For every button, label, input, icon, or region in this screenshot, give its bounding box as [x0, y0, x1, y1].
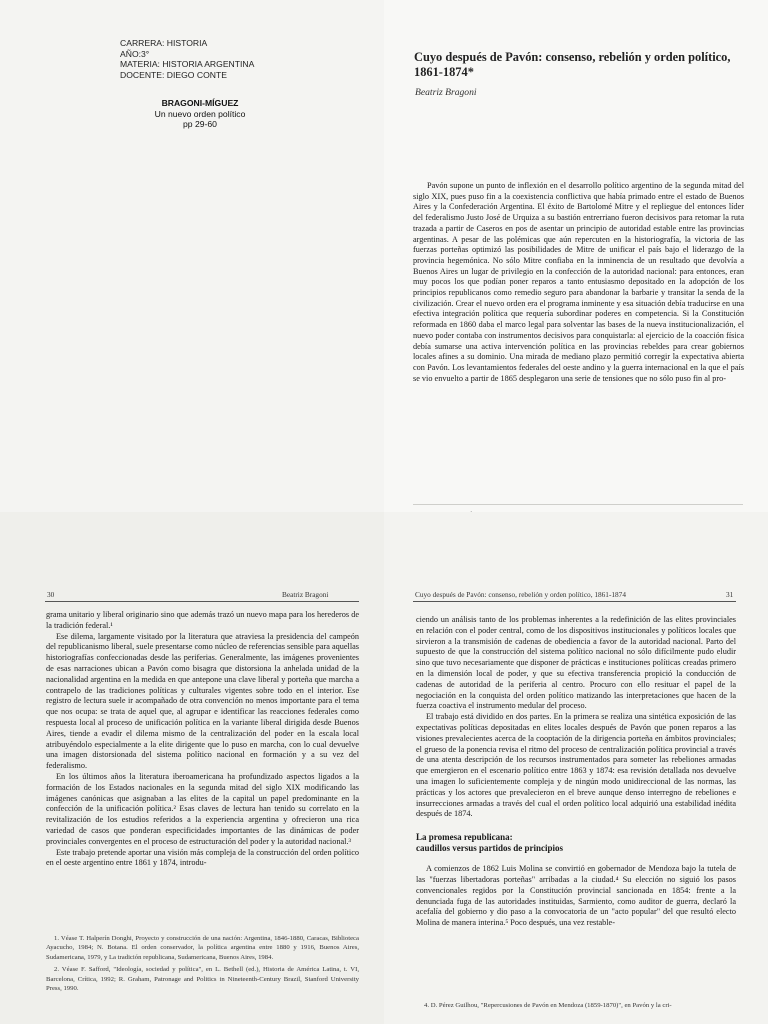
page30-paragraph: En los últimos años la literatura iberoamericana ha profundizado aspectos ligados a la formación de los Estados nacionales en la segunda mitad del siglo XIX modificando las imágenes canónicas que asignaban a las elites de la capital un papel predominante en la confección de la unificación política.² Esas claves de lectura han tenido su correlato en la revitalización de los estudios referidos a la experiencia argentina y ofrecieron una rica variedad de casos que ponderan especificidades importantes de las dinámicas de poder provinciales convergentes en el proceso de estructuración del poder y la autoridad nacional.³	[46, 771, 359, 846]
stamp-subject: MATERIA: HISTORIA ARGENTINA	[120, 59, 255, 69]
footnote-4: 4. D. Pérez Guilhou, "Repercusiones de Pavón en Mendoza (1859-1870)", en Pavón y la cri-	[424, 1002, 672, 1009]
scan-page-cover	[0, 0, 384, 512]
article-author: Beatriz Bragoni	[415, 87, 477, 98]
stamp-year: AÑO:3°	[120, 48, 150, 59]
page31-paragraph: El trabajo está dividido en dos partes. En la primera se realiza una sintética exposición de las expectativas políticas depositadas en elites locales después de Pavón que ponen reparos a las visiones prevalecientes acerca de la cooptación de la dirigencia porteña en ámbitos provinciales; el grueso de la ponencia revisa el ritmo del proceso de centralización política provincial a través de una atenta descripción de los recursos instrumentados para someter las rebeliones armadas que emergieron en el escenario político entre 1863 y 1874: esa revisión detallada nos devuelve una imagen lo suficientemente compleja y de ningún modo unidireccional de las normas, las prácticas y los actores que prevalecieron en el breve aunque denso interregno de rebeliones e insurrecciones armadas a través del cual el orden político local adquirió una estabilidad inédita después de 1874.	[416, 712, 736, 819]
page30-paragraph: Este trabajo pretende aportar una visión más compleja de la construcción del orden político en el oeste argentino entre 1861 y 1874, introdu-	[46, 847, 359, 868]
footnote-2: 2. Véase F. Safford, "Ideología, sociedad y política", en L. Bethell (ed.), Historia de América Latina, t. VI, Barcelona, Crítica, 1992; R. Graham, Patronage and Politics in Nineteenth-Century Brazil, Stanford University Press, 1990.	[46, 966, 359, 993]
page31-section-paragraph: A comienzos de 1862 Luis Molina se convirtió en gobernador de Mendoza bajo la tutela de las "fuerzas libertadoras porteñas" arribadas a la ciudad.⁴ Su elección no siguió los pasos convencionales regidos por la Constitución provincial sancionada en 1854: frente a la denunciada fuga de las autoridades instituidas, Sarmiento, como auditor de guerra, declaró la acefalía del gobierno y dio paso a la convocatoria de un "acto popular" del que resultó electo Molina de manera interina.⁵ Poco después, una vez restable-	[416, 864, 736, 928]
footnote-1: 1. Véase T. Halperín Donghi, Proyecto y construcción de una nación: Argentina, 1846-1880, Caracas, Biblioteca Ayacucho, 1984; N. Botana. El orden conservador, la política argentina entre 1880 y 1916, Buenos Aires, Sudamericana, 1979, y La tradición republicana, Sudamericana, Buenos Aires, 1984.	[46, 935, 359, 961]
page-number-31: 31	[726, 590, 734, 599]
scan-page-31	[384, 512, 768, 1024]
section-heading-line-2: caudillos versus partidos de principios	[416, 843, 564, 854]
running-head-author: Beatriz Bragoni	[282, 590, 329, 599]
stamp-teacher: DOCENTE: DIEGO CONTE	[120, 69, 227, 80]
running-head-title: Cuyo después de Pavón: consenso, rebelión y orden político, 1861-1874	[415, 590, 626, 599]
citation-pages: pp 29-60	[183, 119, 217, 129]
section-heading	[416, 832, 736, 854]
scan-page-29	[384, 0, 768, 512]
page30-paragraph: Ese dilema, largamente visitado por la literatura que atraviesa la presidencia del campeón del republicanismo liberal, suele presentarse como núcleo de referencias sensible para aquellas historiografías confeccionadas desde las periferias. Generalmente, las imágenes provenientes de esas narraciones ubican a Pavón como bisagra que distorsiona la anhelada unidad de la nacionalidad argentina en la medida en que antepone una clave liberal y porteña que marcha a contrapelo de las tradiciones políticas y culturales vigentes sobre todo en el interior. Ese registro de lectura suele ir acompañado de otra convención no menos importante para el tema que nos ocupa: se trata de aquel que, al agrupar e identificar las reacciones federales como respuesta local al proceso de unificación política en la variante liberal dirigida desde Buenos Aires, tiende a evadir el dilema mismo de la centralización del poder en la escala local atribuyéndolo especialmente a la elite dirigente que lo puso en marcha, con lo cual devuelve una imagen distorsionada del sistema político nacional en formación y a su vez del federalismo.	[46, 631, 359, 771]
page31-footnotes	[416, 1001, 736, 1013]
article-title: Cuyo después de Pavón: consenso, rebelión y orden político, 1861-1874*	[414, 50, 731, 79]
running-head-rule	[45, 601, 359, 602]
page31-paragraph: ciendo un análisis tanto de los problemas inherentes a la redefinición de las elites provinciales en relación con el poder central, como de los dispositivos institucionales y políticos locales que sirvieron a la transmisión de cadenas de obediencia a favor de la autoridad nacional. Parto del supuesto de que la construcción del sistema político nacional no sólo difícilmente pudo eludir sino que tuvo necesariamente que disponer de prácticas e instituciones políticas creadas primero en la dimensión local de poder, y que su efectiva transferencia propició la conducción de cadenas de autoridad de la periferia al centro. Procuro con ello resituar el papel de la negociación en la conquista del orden político matizando las interpretaciones que hacen de la fuerza coactiva el instrumento medular del proceso.	[416, 615, 736, 711]
bibliographic-citation	[125, 98, 275, 130]
footnote-divider	[413, 504, 743, 505]
citation-book: Un nuevo orden político	[154, 108, 246, 119]
article-opening-paragraph: Pavón supone un punto de inflexión en el desarrollo político argentino de la segunda mitad del siglo XIX, pues puso fin a la coexistencia conflictiva que había primado entre el estado de Buenos Aires y la Confederación Argentina. El éxito de Bartolomé Mitre y el repliegue del entonces líder del federalismo Justo José de Urquiza a su bastión entrerriano fueron decisivos para retomar la ruta trazada a partir de Caseros en pos de asentar un principio de autoridad estable entre las provincias argentinas. A pesar de las polémicas que aún repercuten en la historiografía, la victoria de las fuerzas porteñas optimizó las posibilidades de Mitre de unificar el país bajo el liderazgo de la provincia hegemónica. No sólo Mitre confiaba en la inminencia de un resultado que devolvía a Buenos Aires un lugar de privilegio en la confección de la autoridad nacional: para entonces, eran muy pocos los que podían poner reparos a tanto entusiasmo depositado en la adopción de los principios republicanos como remedio seguro para abandonar la barbarie y transitar la senda de la civilización. Crear el nuevo orden era el programa inminente y esa situación debía traducirse en una efectiva integración política que requería subordinar poderes en competencia. Si la Constitución reformada en 1860 daba el marco legal para solventar las bases de la nueva institucionalización, el nuevo poder contaba con instrumentos decisivos para conquistarla: al ejercicio de la coacción física debía sumarse una activa intervención política en las provincias rebeldes para crear gobiernos locales afines a su dominio. Una mirada de mediano plazo permitió corregir la expectativa abierta con Pavón. Los levantamientos federales del oeste andino y la guerra internacional en la que el país se vio envuelto a partir de 1865 desplegaron una serie de tensiones que no sólo puso fin al pro-	[413, 181, 744, 383]
page31-body	[416, 615, 736, 929]
course-stamp	[120, 38, 320, 80]
citation-author: BRAGONI-MÍGUEZ	[161, 98, 239, 108]
page30-body	[46, 610, 359, 869]
section-heading-line-1: La promesa republicana:	[416, 832, 513, 843]
page30-paragraph: grama unitario y liberal originario sino que además trazó un nuevo mapa para los herederos de la tradición federal.¹	[46, 610, 359, 630]
page-number-30: 30	[47, 590, 55, 599]
running-head-rule	[413, 601, 736, 602]
scan-page-30	[0, 512, 384, 1024]
page30-footnotes	[46, 934, 359, 996]
stamp-career: CARRERA: HISTORIA	[120, 38, 208, 48]
